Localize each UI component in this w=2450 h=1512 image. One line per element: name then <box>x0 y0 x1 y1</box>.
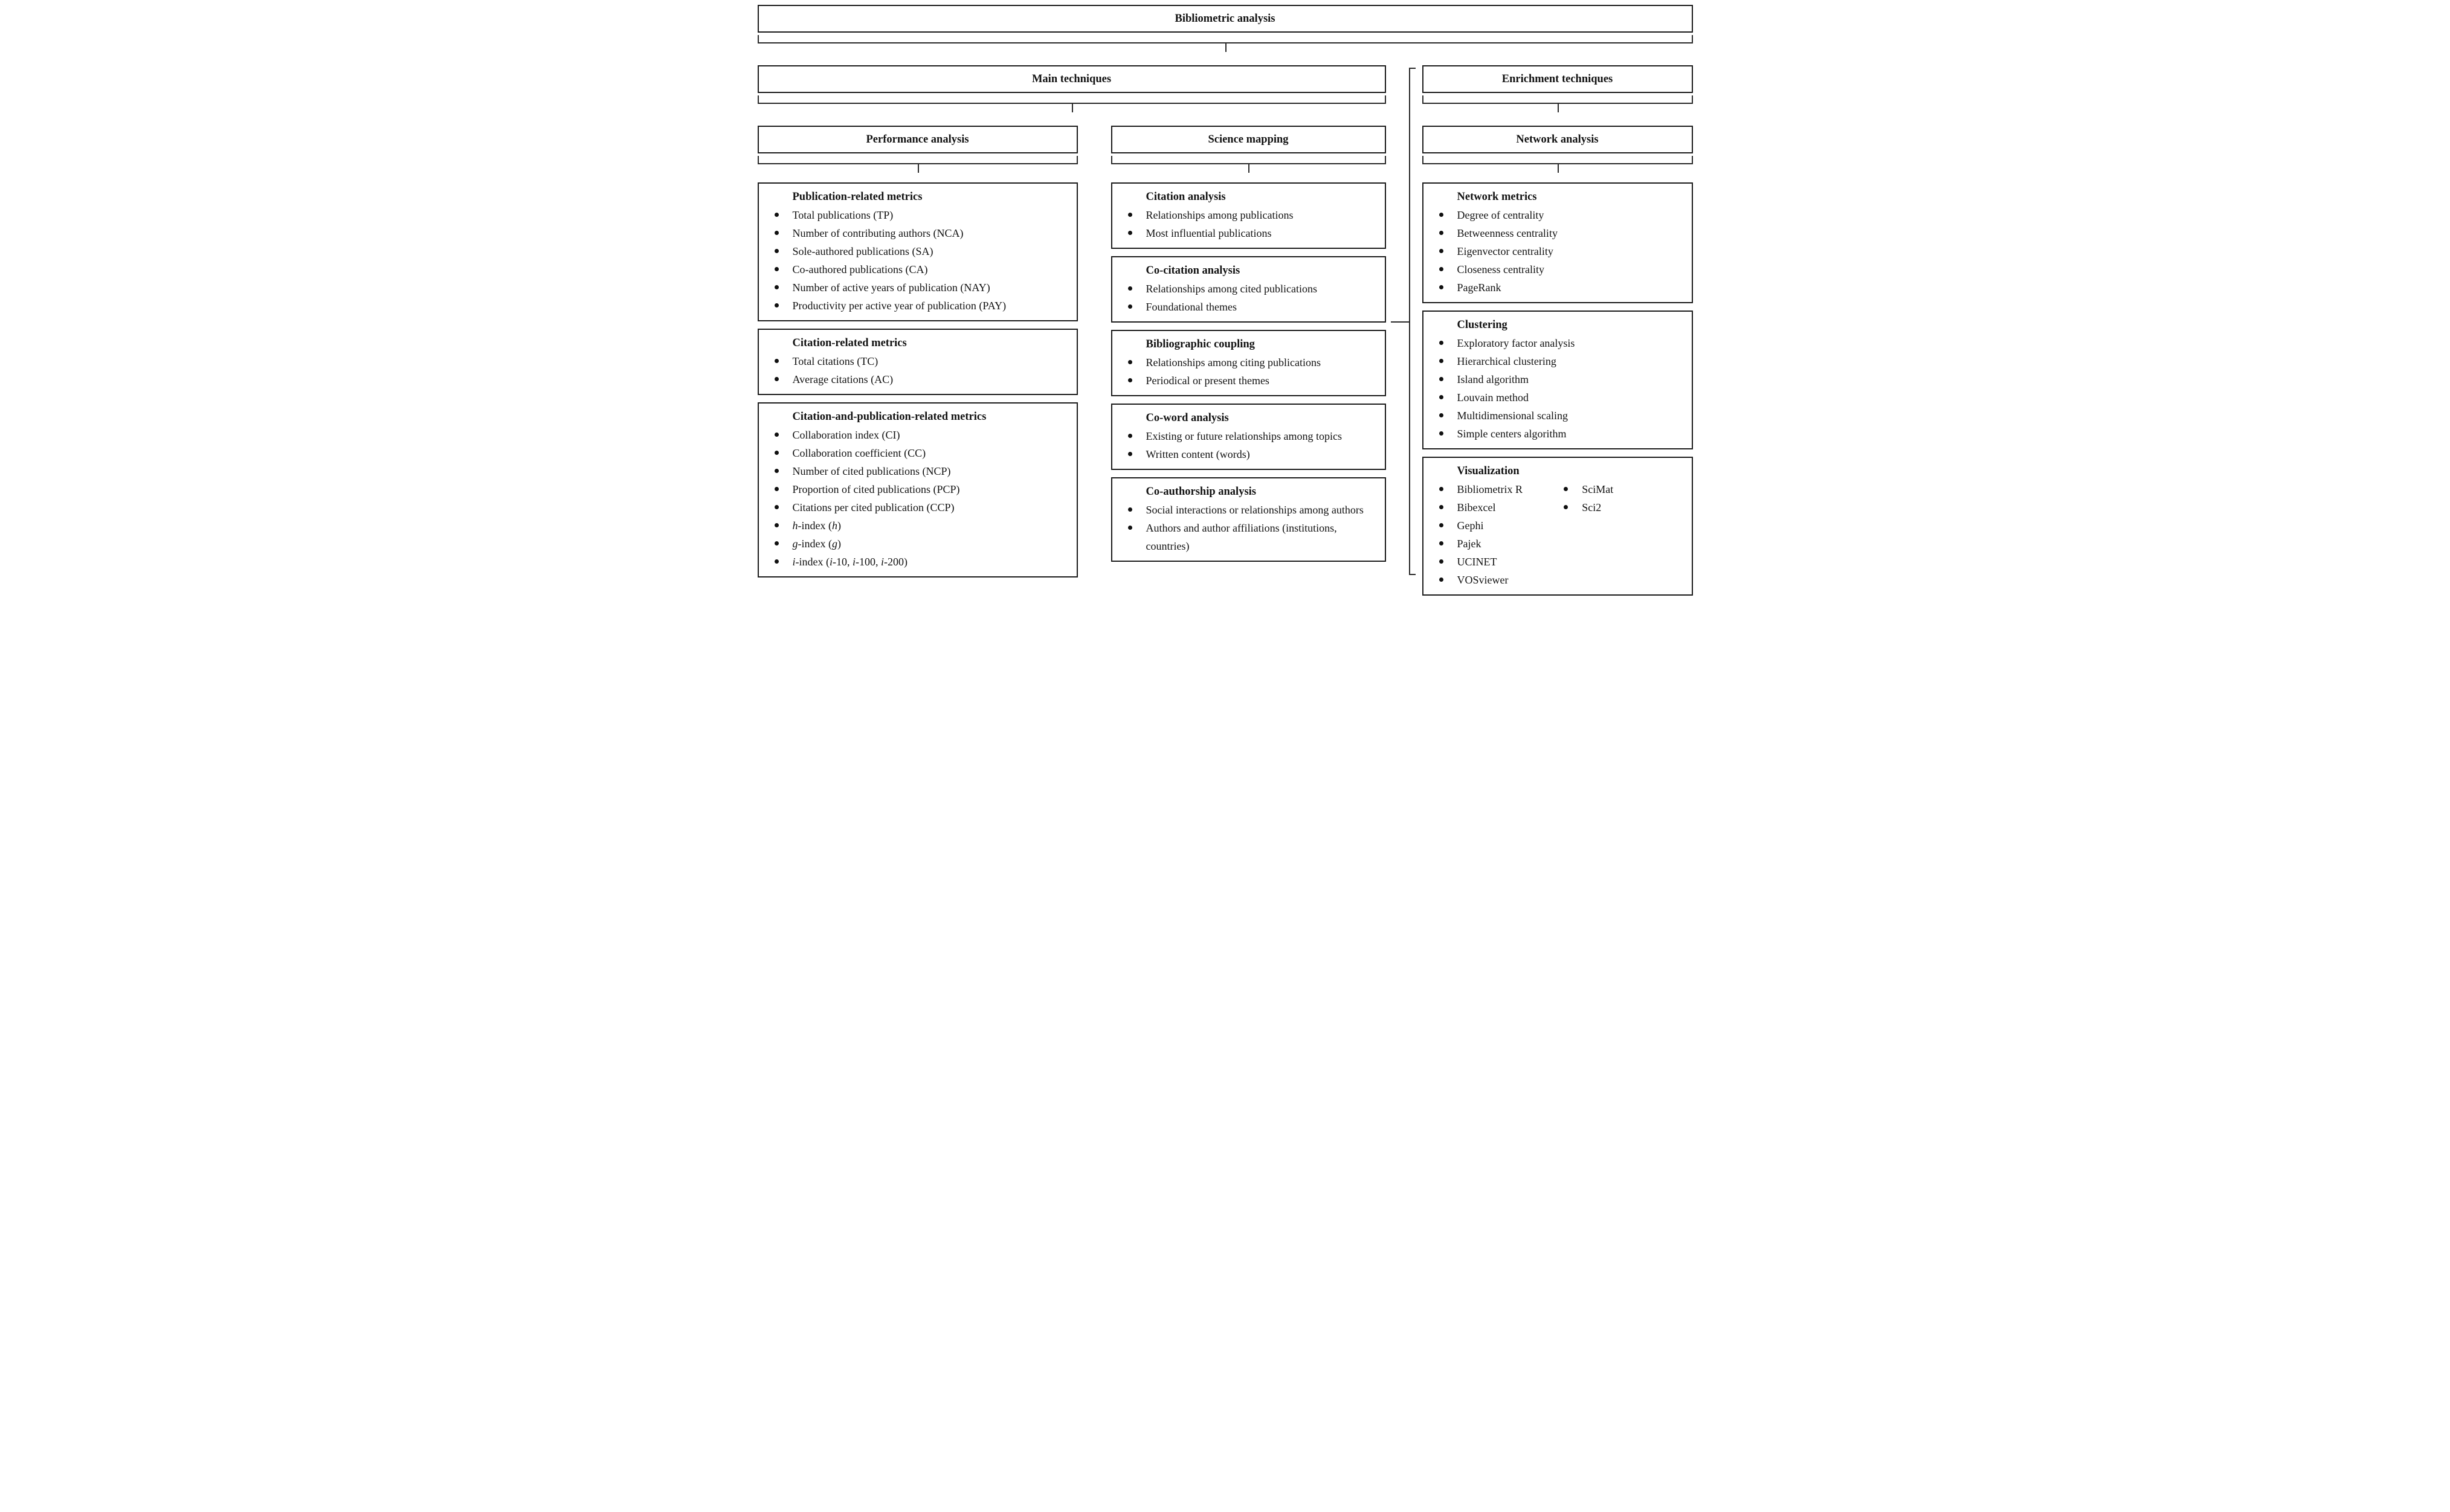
bracket-tick <box>1391 321 1409 323</box>
bracket-tick <box>1558 163 1559 173</box>
box-title: Citation analysis <box>1146 191 1226 203</box>
bibliometric-analysis-diagram <box>758 5 1693 600</box>
bracket-tick <box>758 156 759 163</box>
node-network-analysis <box>1422 126 1693 153</box>
bracket-tick <box>1422 95 1423 103</box>
main-techniques-label: Main techniques <box>1031 72 1112 85</box>
box-lists <box>1423 334 1689 443</box>
box-lists <box>1112 280 1382 316</box>
list-item: Betweenness centrality <box>1423 224 1689 242</box>
bracket-tick <box>1385 156 1386 163</box>
bullet-list <box>1112 427 1382 463</box>
box-visualization <box>1422 457 1693 596</box>
bullet-list <box>1423 334 1689 443</box>
science-mapping-label: Science mapping <box>1208 133 1289 146</box>
bracket-tick <box>1072 103 1073 112</box>
list-item: Written content (words) <box>1112 445 1382 463</box>
bracket-tick <box>1225 42 1227 52</box>
list-item: Productivity per active year of publication (PAY) <box>759 297 1074 315</box>
list-item: h-index (h) <box>759 516 1074 535</box>
box-title: Network metrics <box>1457 191 1537 203</box>
bracket-main-to-level3 <box>758 95 1386 114</box>
node-performance-analysis <box>758 126 1078 153</box>
node-science-mapping <box>1111 126 1386 153</box>
bracket-performance-to-boxes <box>758 156 1078 174</box>
node-bibliometric-analysis <box>758 5 1693 33</box>
bracket-science-mapping-to-boxes <box>1111 156 1386 174</box>
box-citation-analysis <box>1111 182 1386 249</box>
list-item: Number of active years of publication (NAY) <box>759 278 1074 297</box>
box-co-authorship-analysis <box>1111 477 1386 562</box>
list-item: Hierarchical clustering <box>1423 352 1689 370</box>
list-item: Relationships among cited publications <box>1112 280 1382 298</box>
list-item: Sci2 <box>1548 498 1689 516</box>
box-title: Co-authorship analysis <box>1146 486 1256 498</box>
bracket-tick <box>1558 103 1559 112</box>
list-item: Co-authored publications (CA) <box>759 260 1074 278</box>
box-lists <box>759 426 1074 571</box>
bracket-tick <box>758 35 759 42</box>
box-co-citation-analysis <box>1111 256 1386 323</box>
box-title: Citation-related metrics <box>792 337 907 349</box>
box-title: Clustering <box>1457 319 1507 331</box>
box-lists <box>759 206 1074 315</box>
list-item: Sole-authored publications (SA) <box>759 242 1074 260</box>
enrichment-connector-bracket <box>1409 68 1416 575</box>
box-title: Bibliographic coupling <box>1146 338 1255 350</box>
bracket-tick <box>1248 163 1249 173</box>
box-lists <box>1112 353 1382 390</box>
bracket-network-to-boxes <box>1422 156 1693 174</box>
bracket-tick <box>1692 95 1693 103</box>
bracket-tick <box>1692 35 1693 42</box>
list-item: Simple centers algorithm <box>1423 425 1689 443</box>
list-item: Island algorithm <box>1423 370 1689 388</box>
box-bibliographic-coupling <box>1111 330 1386 396</box>
bracket-tick <box>1409 574 1416 575</box>
bullet-list <box>1112 206 1382 242</box>
box-lists <box>1423 206 1689 297</box>
box-clustering <box>1422 310 1693 449</box>
list-item: Periodical or present themes <box>1112 372 1382 390</box>
list-item: Pajek <box>1423 535 1549 553</box>
bracket-tick <box>1111 156 1112 163</box>
box-title: Visualization <box>1457 465 1520 477</box>
box-lists <box>759 352 1074 388</box>
box-lists <box>1112 206 1382 242</box>
list-item: Eigenvector centrality <box>1423 242 1689 260</box>
list-item: Total publications (TP) <box>759 206 1074 224</box>
bracket-tick <box>918 163 919 173</box>
list-item: Relationships among publications <box>1112 206 1382 224</box>
bullet-list <box>759 426 1074 571</box>
list-item: i-index (i-10, i-100, i-200) <box>759 553 1074 571</box>
column-science-mapping <box>1111 182 1386 569</box>
bullet-list <box>1112 501 1382 555</box>
bullet-list <box>1548 480 1689 589</box>
enrichment-techniques-label: Enrichment techniques <box>1501 72 1613 85</box>
list-item: Existing or future relationships among topics <box>1112 427 1382 445</box>
bullet-list <box>1112 353 1382 390</box>
list-item: Total citations (TC) <box>759 352 1074 370</box>
bracket-tick <box>1077 156 1078 163</box>
bracket-tick <box>1422 156 1423 163</box>
root-title: Bibliometric analysis <box>1175 12 1275 25</box>
box-title: Publication-related metrics <box>792 191 923 203</box>
list-item: Collaboration index (CI) <box>759 426 1074 444</box>
bracket-enrichment-to-level3 <box>1422 95 1693 114</box>
performance-analysis-label: Performance analysis <box>866 133 969 146</box>
list-item: Number of cited publications (NCP) <box>759 462 1074 480</box>
bullet-list <box>1423 480 1549 589</box>
box-citation-and-publication-related-metrics <box>758 402 1078 577</box>
bullet-list <box>1423 206 1689 297</box>
list-item: Louvain method <box>1423 388 1689 407</box>
list-item: Relationships among citing publications <box>1112 353 1382 372</box>
list-item: Authors and author affiliations (institutions, countries) <box>1112 519 1382 555</box>
list-item: Bibexcel <box>1423 498 1549 516</box>
list-item: SciMat <box>1548 480 1689 498</box>
box-co-word-analysis <box>1111 404 1386 470</box>
network-analysis-label: Network analysis <box>1516 133 1599 146</box>
list-item: Social interactions or relationships among authors <box>1112 501 1382 519</box>
node-enrichment-techniques <box>1422 65 1693 93</box>
bullet-list <box>1112 280 1382 316</box>
list-item: UCINET <box>1423 553 1549 571</box>
box-lists <box>1112 427 1382 463</box>
list-item: Bibliometrix R <box>1423 480 1549 498</box>
list-item: Citations per cited publication (CCP) <box>759 498 1074 516</box>
list-item: g-index (g) <box>759 535 1074 553</box>
bracket-line <box>1409 68 1410 575</box>
bullet-list <box>759 206 1074 315</box>
list-item: Gephi <box>1423 516 1549 535</box>
list-item: PageRank <box>1423 278 1689 297</box>
column-network-analysis <box>1422 182 1693 603</box>
list-item: Exploratory factor analysis <box>1423 334 1689 352</box>
box-lists <box>1112 501 1382 555</box>
bracket-tick <box>758 95 759 103</box>
box-title: Citation-and-publication-related metrics <box>792 411 987 423</box>
column-performance-analysis <box>758 182 1078 585</box>
bracket-tick <box>1692 156 1693 163</box>
list-item: Closeness centrality <box>1423 260 1689 278</box>
bracket-tick <box>1385 95 1386 103</box>
list-item: Foundational themes <box>1112 298 1382 316</box>
box-title: Co-citation analysis <box>1146 265 1240 277</box>
list-item: Proportion of cited publications (PCP) <box>759 480 1074 498</box>
box-network-metrics <box>1422 182 1693 303</box>
bracket-root-to-level2 <box>758 35 1693 53</box>
list-item: Average citations (AC) <box>759 370 1074 388</box>
node-main-techniques <box>758 65 1386 93</box>
list-item: Multidimensional scaling <box>1423 407 1689 425</box>
bullet-list <box>759 352 1074 388</box>
list-item: Most influential publications <box>1112 224 1382 242</box>
box-lists <box>1423 480 1689 589</box>
box-title: Co-word analysis <box>1146 412 1229 424</box>
box-citation-related-metrics <box>758 329 1078 395</box>
bracket-tick <box>1409 68 1416 69</box>
box-publication-related-metrics <box>758 182 1078 321</box>
list-item: Degree of centrality <box>1423 206 1689 224</box>
list-item: Collaboration coefficient (CC) <box>759 444 1074 462</box>
list-item: Number of contributing authors (NCA) <box>759 224 1074 242</box>
list-item: VOSviewer <box>1423 571 1549 589</box>
